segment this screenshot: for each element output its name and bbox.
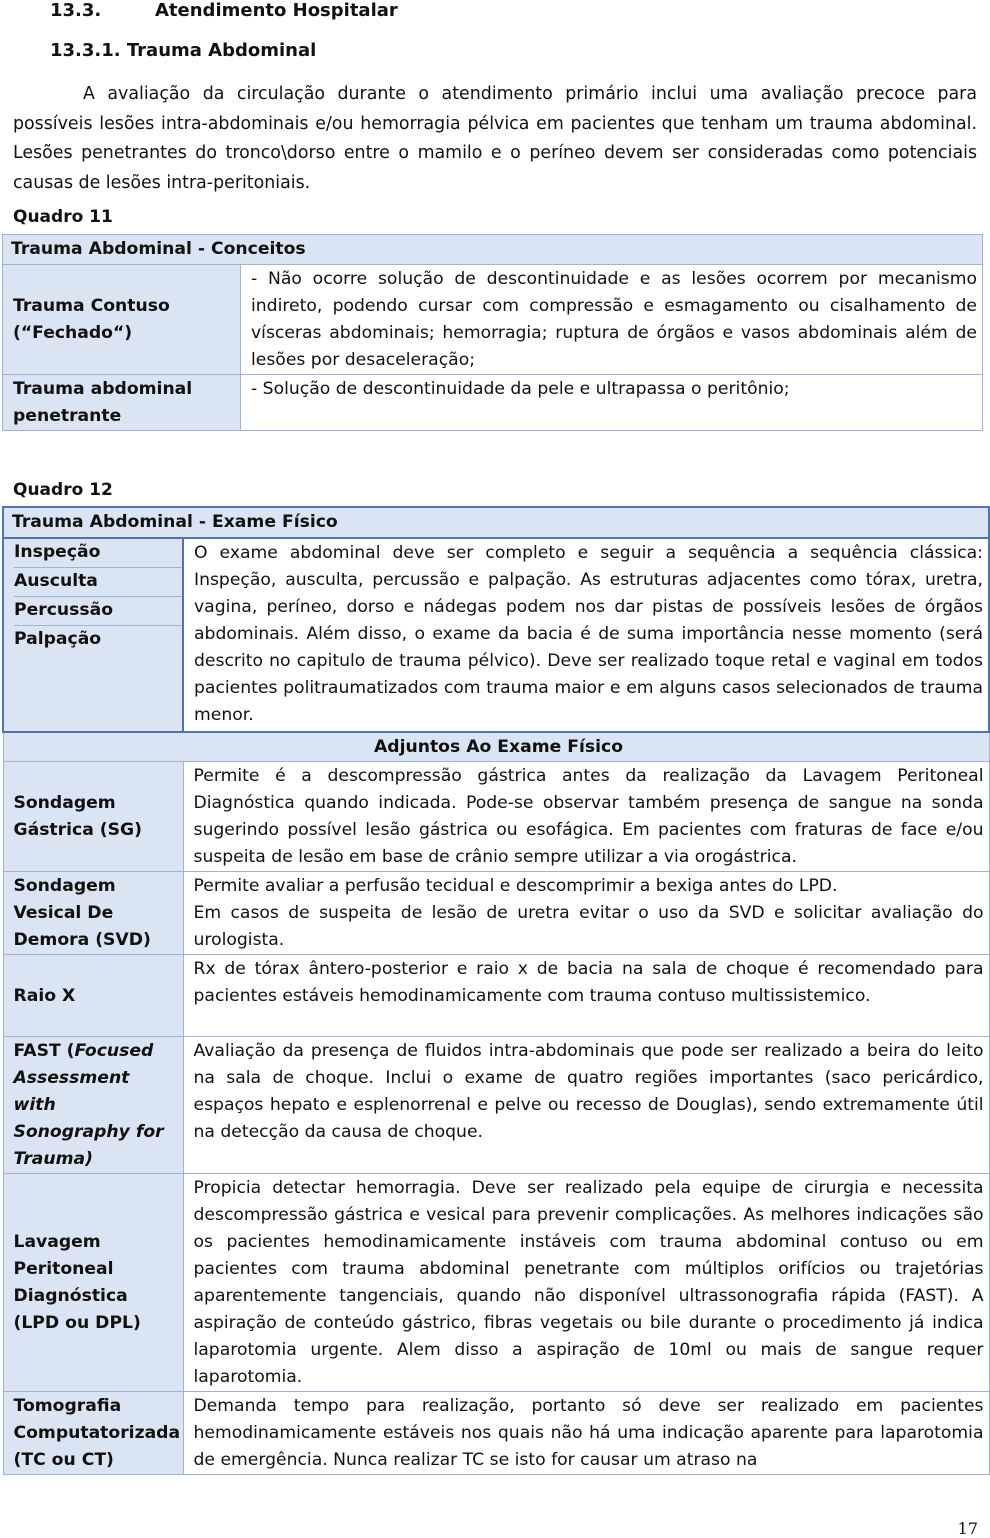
exam-step-ausculta: Ausculta: [14, 568, 182, 597]
desc-sondagem-vesical: [183, 872, 989, 955]
desc-sondagem-vesical-line1: Permite avaliar a perfusão tecidual e descomprimir a bexiga antes do LPD.: [193, 876, 838, 896]
section-title: Atendimento Hospitalar: [155, 0, 398, 21]
desc-lpd: Propicia detectar hemorragia. Deve ser realizado pela equipe de cirurgia e necessita descompressão gástrica e vesical para prevenir complicações. As melhores indicações são os pacientes hemodinamicamente instáveis com trauma abdominal contuso ou em pacientes com trauma abdominal penetrante com múltiplos orifícios ou trajetórias aparentemente tangenciais, quando não disponível ultrassonografia rápida (FAST). A aspiração de conteúdo gástrico, fibras vegetais ou bile durante o procedimento já indica laparotomia urgente. Alem disso a aspiração de 10ml ou mais de sangue requer laparotomia.: [183, 1174, 989, 1392]
intro-paragraph: A avaliação da circulação durante o atendimento primário inclui uma avaliação precoce para possíveis lesões intra-abdominais e/ou hemorragia pélvica em pacientes que tenham um trauma abdominal. Lesões penetrantes do tronco\dorso entre o mamilo e o períneo devem ser consideradas como potenciais causas de lesões intra-peritoniais.: [13, 84, 977, 193]
adjuncts-header: Adjuntos Ao Exame Físico: [3, 732, 989, 762]
desc-trauma-penetrante: - Solução de descontinuidade da pele e ultrapassa o peritônio;: [241, 375, 983, 431]
quadro-11-label: Quadro 11: [13, 207, 113, 227]
term-trauma-penetrante: Trauma abdominal penetrante: [3, 375, 241, 431]
term-fast-italic: Focused Assessment with Sonography for Trauma): [13, 1041, 164, 1169]
exam-step-palpacao: Palpação: [14, 629, 102, 649]
quadro-11-header: Trauma Abdominal - Conceitos: [3, 235, 983, 265]
term-fast-prefix: FAST (: [13, 1041, 75, 1061]
desc-fast: Avaliação da presença de fluidos intra-abdominais que pode ser realizado a beira do leito na sala de choque. Inclui o exame de quatro regiões importantes (saco pericárdico, espaços hepato e esplenorrenal e pelve ou recesso de Douglas), sendo extremamente útil na detecção da causa de choque.: [183, 1037, 989, 1174]
exam-step-inspecao: Inspeção: [14, 539, 182, 568]
section-number: 13.3.: [50, 0, 102, 21]
term-tomografia: Tomografia Computatorizada (TC ou CT): [3, 1392, 183, 1475]
term-sondagem-vesical: Sondagem Vesical De Demora (SVD): [3, 872, 183, 955]
term-sondagem-gastrica: Sondagem Gástrica (SG): [3, 762, 183, 872]
quadro-12-table: [2, 506, 990, 1475]
quadro-11-table: [2, 234, 983, 431]
term-raio-x: Raio X: [3, 955, 183, 1037]
term-trauma-contuso: Trauma Contuso (“Fechado“): [3, 265, 241, 375]
exam-step-percussao: Percussão: [14, 597, 182, 626]
desc-tomografia: Demanda tempo para realização, portanto só deve ser realizado em pacientes hemodinamicamente estáveis nos quais não há uma indicação aparente para laparotomia de emergência. Nunca realizar TC se isto for causar um atraso na: [183, 1392, 989, 1475]
desc-sondagem-gastrica: Permite é a descompressão gástrica antes da realização da Lavagem Peritoneal Diagnóstica quando indicada. Pode-se observar também presença de sangue na sonda sugerindo possível lesão gástrica ou esofágica. Em pacientes com fraturas de face e/ou suspeita de lesão em base de crânio sempre utilizar a via orogástrica.: [183, 762, 989, 872]
exam-description: O exame abdominal deve ser completo e seguir a sequência a sequência clássica: Inspeção, ausculta, percussão e palpação. As estruturas adjacentes como tórax, uretra, vagina, períneo, dorso e nádegas podem nos dar pistas de possíveis lesões de órgãos abdominais. Além disso, o exame da bacia é de suma importância nesse momento (será descrito no capitulo de trauma pélvico). Deve ser realizado toque retal e vaginal em todos pacientes politraumatizados com trauma maior e em alguns casos selecionados de trauma menor.: [183, 538, 989, 732]
exam-steps-cell: [3, 538, 183, 732]
page-number: 17: [957, 1519, 978, 1538]
subsection-heading: 13.3.1. Trauma Abdominal: [50, 40, 317, 61]
term-lpd: Lavagem Peritoneal Diagnóstica (LPD ou DPL): [3, 1174, 183, 1392]
section-heading: [50, 0, 398, 21]
desc-sondagem-vesical-line2: Em casos de suspeita de lesão de uretra evitar o uso da SVD e solicitar avaliação do urologista.: [193, 903, 984, 950]
quadro-12-label: Quadro 12: [13, 480, 113, 500]
term-fast: [3, 1037, 183, 1174]
desc-raio-x: Rx de tórax ântero-posterior e raio x de bacia na sala de choque é recomendado para pacientes estáveis hemodinamicamente com trauma contuso multissistemico.: [183, 955, 989, 1037]
quadro-12-header: Trauma Abdominal - Exame Físico: [3, 507, 989, 538]
desc-trauma-contuso: - Não ocorre solução de descontinuidade e as lesões ocorrem por mecanismo indireto, podendo cursar com compressão e esmagamento ou cisalhamento de vísceras abdominais; hemorragia; ruptura de órgãos e vasos abdominais além de lesões por desaceleração;: [241, 265, 983, 375]
